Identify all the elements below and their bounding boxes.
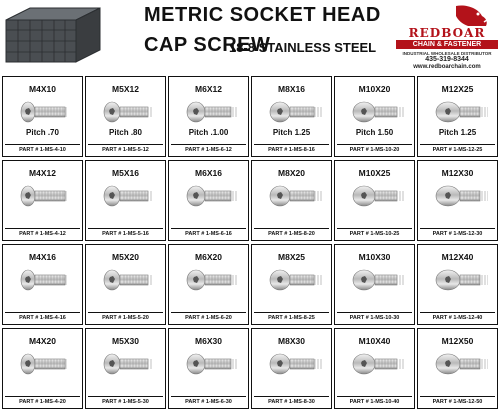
screw-size-label: M12X30 xyxy=(441,168,474,178)
part-number-label: PART # 1-MS-6-20 xyxy=(171,312,246,323)
screw-cell xyxy=(417,160,498,241)
subtitle: 18-8 STAINLESS STEEL xyxy=(229,40,377,55)
pitch-label: Pitch 1.50 xyxy=(355,128,394,137)
part-number-label: PART # 1-MS-4-20 xyxy=(5,396,80,407)
part-number-label: PART # 1-MS-6-16 xyxy=(171,228,246,239)
screw-grid xyxy=(2,76,498,410)
logo-name: REDBOAR xyxy=(408,26,486,40)
screw-cell xyxy=(251,160,332,241)
screw-size-label: M10X20 xyxy=(358,84,391,94)
screw-cell xyxy=(251,76,332,157)
part-number-label: PART # 1-MS-5-30 xyxy=(88,396,163,407)
screw-size-label: M10X25 xyxy=(358,168,391,178)
screw-cell xyxy=(168,76,249,157)
screw-size-label: M8X16 xyxy=(278,84,305,94)
screw-size-label: M12X50 xyxy=(441,336,474,346)
socket-head-screw-image xyxy=(428,99,488,125)
socket-head-screw-image xyxy=(179,267,239,293)
socket-head-screw-image xyxy=(13,99,73,125)
socket-head-screw-image xyxy=(345,183,405,209)
screw-size-label: M8X30 xyxy=(278,336,305,346)
part-number-label: PART # 1-MS-5-12 xyxy=(88,144,163,155)
screw-size-label: M8X20 xyxy=(278,168,305,178)
screw-cell xyxy=(2,328,83,409)
socket-head-screw-image xyxy=(179,183,239,209)
screw-size-label: M4X12 xyxy=(29,168,56,178)
pitch-label: Pitch 1.25 xyxy=(438,128,477,137)
screw-cell xyxy=(251,244,332,325)
screw-cell xyxy=(251,328,332,409)
part-number-label: PART # 1-MS-5-16 xyxy=(88,228,163,239)
storage-case-image xyxy=(2,6,102,64)
screw-size-label: M10X40 xyxy=(358,336,391,346)
screw-size-label: M6X16 xyxy=(195,168,222,178)
socket-head-screw-image xyxy=(96,351,156,377)
title-line-1: METRIC SOCKET HEAD xyxy=(144,4,381,26)
part-number-label: PART # 1-MS-12-50 xyxy=(420,396,495,407)
socket-head-screw-image xyxy=(428,351,488,377)
part-number-label: PART # 1-MS-5-20 xyxy=(88,312,163,323)
part-number-label: PART # 1-MS-4-16 xyxy=(5,312,80,323)
screw-size-label: M4X10 xyxy=(29,84,56,94)
screw-cell xyxy=(334,328,415,409)
socket-head-screw-image xyxy=(96,267,156,293)
screw-size-label: M6X12 xyxy=(195,84,222,94)
socket-head-screw-image xyxy=(179,351,239,377)
part-number-label: PART # 1-MS-8-25 xyxy=(254,312,329,323)
part-number-label: PART # 1-MS-12-25 xyxy=(420,144,495,155)
screw-cell xyxy=(334,76,415,157)
screw-size-label: M12X25 xyxy=(441,84,474,94)
part-number-label: PART # 1-MS-8-30 xyxy=(254,396,329,407)
screw-cell xyxy=(2,76,83,157)
screw-size-label: M5X30 xyxy=(112,336,139,346)
socket-head-screw-image xyxy=(13,351,73,377)
screw-size-label: M5X16 xyxy=(112,168,139,178)
part-number-label: PART # 1-MS-8-16 xyxy=(254,144,329,155)
screw-cell xyxy=(168,160,249,241)
logo-website: www.redboarchain.com xyxy=(413,64,481,70)
pitch-label: Pitch 1.25 xyxy=(272,128,311,137)
part-number-label: PART # 1-MS-10-40 xyxy=(337,396,412,407)
screw-size-label: M4X16 xyxy=(29,252,56,262)
socket-head-screw-image xyxy=(13,183,73,209)
part-number-label: PART # 1-MS-6-30 xyxy=(171,396,246,407)
pitch-label: Pitch .1.00 xyxy=(188,128,229,137)
screw-cell xyxy=(417,328,498,409)
part-number-label: PART # 1-MS-4-10 xyxy=(5,144,80,155)
socket-head-screw-image xyxy=(179,99,239,125)
screw-cell xyxy=(85,328,166,409)
screw-cell xyxy=(85,160,166,241)
screw-size-label: M6X20 xyxy=(195,252,222,262)
screw-size-label: M6X30 xyxy=(195,336,222,346)
part-number-label: PART # 1-MS-10-25 xyxy=(337,228,412,239)
screw-cell xyxy=(334,160,415,241)
socket-head-screw-image xyxy=(262,351,322,377)
socket-head-screw-image xyxy=(345,351,405,377)
screw-cell xyxy=(2,160,83,241)
socket-head-screw-image xyxy=(345,267,405,293)
part-number-label: PART # 1-MS-8-20 xyxy=(254,228,329,239)
socket-head-screw-image xyxy=(262,267,322,293)
socket-head-screw-image xyxy=(345,99,405,125)
screw-size-label: M4X20 xyxy=(29,336,56,346)
socket-head-screw-image xyxy=(428,183,488,209)
screw-cell xyxy=(334,244,415,325)
screw-cell xyxy=(85,244,166,325)
logo-small-text: INDUSTRIAL WHOLESALE DISTRIBUTOR xyxy=(402,51,492,56)
screw-size-label: M12X40 xyxy=(441,252,474,262)
socket-head-screw-image xyxy=(262,99,322,125)
screw-size-label: M8X25 xyxy=(278,252,305,262)
screw-size-label: M5X20 xyxy=(112,252,139,262)
pitch-label: Pitch .70 xyxy=(26,128,59,137)
part-number-label: PART # 1-MS-10-30 xyxy=(337,312,412,323)
part-number-label: PART # 1-MS-10-20 xyxy=(337,144,412,155)
socket-head-screw-image xyxy=(96,183,156,209)
logo-phone: 435-319-8344 xyxy=(425,56,469,63)
pitch-label: Pitch .80 xyxy=(109,128,142,137)
screw-cell xyxy=(168,244,249,325)
logo-tagline: CHAIN & FASTENER xyxy=(396,40,498,49)
screw-cell xyxy=(168,328,249,409)
socket-head-screw-image xyxy=(262,183,322,209)
socket-head-screw-image xyxy=(13,267,73,293)
screw-size-label: M10X30 xyxy=(358,252,391,262)
header xyxy=(0,0,500,74)
part-number-label: PART # 1-MS-12-30 xyxy=(420,228,495,239)
screw-size-label: M5X12 xyxy=(112,84,139,94)
part-number-label: PART # 1-MS-4-12 xyxy=(5,228,80,239)
part-number-label: PART # 1-MS-12-40 xyxy=(420,312,495,323)
screw-cell xyxy=(85,76,166,157)
screw-cell xyxy=(2,244,83,325)
title-line-2: CAP SCREW xyxy=(144,34,271,56)
screw-cell xyxy=(417,244,498,325)
socket-head-screw-image xyxy=(96,99,156,125)
screw-cell xyxy=(417,76,498,157)
part-number-label: PART # 1-MS-6-12 xyxy=(171,144,246,155)
socket-head-screw-image xyxy=(428,267,488,293)
